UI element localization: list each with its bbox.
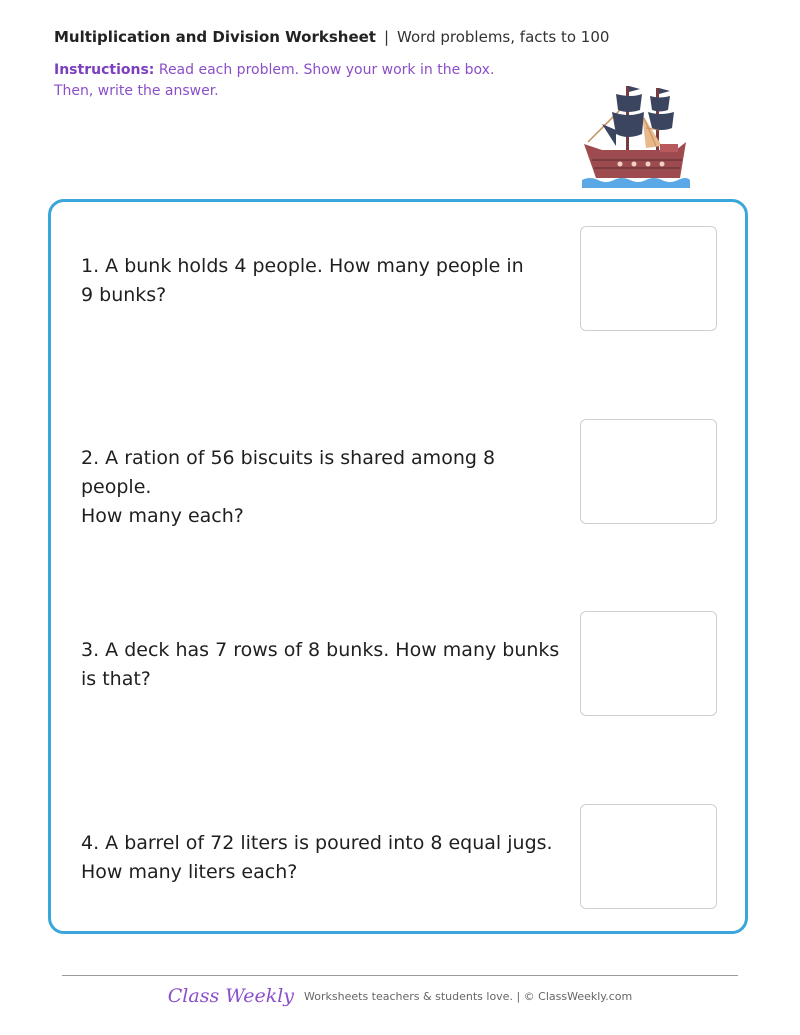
- answer-box-3[interactable]: [580, 611, 717, 716]
- answer-box-4[interactable]: [580, 804, 717, 909]
- footer-divider: [62, 975, 738, 976]
- brand-logo: Class Weekly: [167, 985, 295, 1007]
- problem-text-line: How many each?: [81, 505, 244, 527]
- problem-text-line: 9 bunks?: [81, 284, 167, 306]
- instructions-label: Instructions:: [54, 62, 155, 78]
- footer-tagline: Worksheets teachers & students love. | © ClassWeekly.com: [304, 989, 633, 1003]
- header-separator: |: [383, 28, 390, 46]
- problem-text-line: 2. A ration of 56 biscuits is shared among 8 people.: [81, 447, 496, 498]
- problem-text-line: is that?: [81, 668, 151, 690]
- answer-box-1[interactable]: [580, 226, 717, 331]
- problem-text-line: 4. A barrel of 72 liters is poured into 8 equal jugs.: [81, 832, 553, 854]
- problem-2: [81, 444, 561, 531]
- instructions-text: Read each problem. Show your work in the box. Then, write the answer.: [54, 62, 495, 99]
- problem-3: [81, 636, 561, 694]
- instructions: [54, 60, 534, 102]
- problem-text-line: 3. A deck has 7 rows of 8 bunks. How many bunks: [81, 639, 560, 661]
- worksheet-header: [54, 28, 609, 46]
- pirate-ship-icon: [580, 84, 690, 192]
- worksheet-subtitle: Word problems, facts to 100: [397, 28, 610, 46]
- footer: [0, 985, 800, 1007]
- answer-box-2[interactable]: [580, 419, 717, 524]
- problem-1: [81, 252, 561, 310]
- problem-text-line: 1. A bunk holds 4 people. How many people in: [81, 255, 524, 277]
- worksheet-title: Multiplication and Division Worksheet: [54, 28, 376, 46]
- problem-4: [81, 829, 561, 887]
- problem-text-line: How many liters each?: [81, 861, 298, 883]
